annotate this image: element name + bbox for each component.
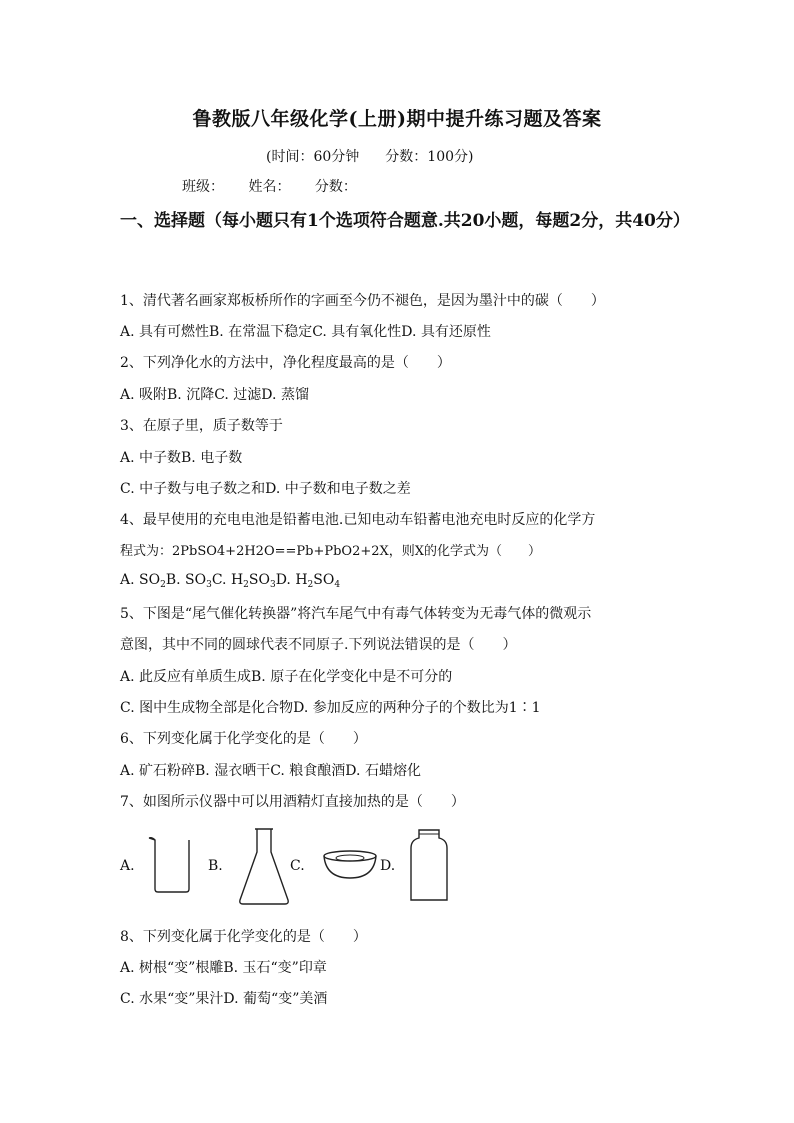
q7-stem: 7、如图所示仪器中可以用酒精灯直接加热的是（ ） — [120, 794, 465, 810]
class-label: 班级： — [182, 179, 224, 195]
name-label: 姓名： — [248, 179, 291, 195]
subscript: 2 — [243, 580, 249, 590]
q1-options: A. 具有可燃性B. 在常温下稳定C. 具有氧化性D. 具有还原性 — [120, 324, 491, 340]
subscript: 3 — [269, 580, 276, 590]
subscript: 4 — [334, 580, 341, 590]
subscript: 2 — [160, 580, 166, 590]
student-info — [182, 176, 377, 196]
q1-stem: 1、清代著名画家郑板桥所作的字画至今仍不褪色，是因为墨汁中的碳（ ） — [120, 293, 605, 309]
q5-options: A. 此反应有单质生成B. 原子在化学变化中是不可分的 — [120, 669, 453, 685]
q8-options: C. 水果“变”果汁D. 葡萄“变”美酒 — [120, 991, 328, 1007]
exam-subtitle — [266, 146, 473, 166]
q5-stem: 5、下图是“尾气催化转换器”将汽车尾气中有毒气体转变为无毒气体的微观示 — [120, 606, 592, 622]
section-heading: 一、选择题（每小题只有1个选项符合题意.共20小题，每题2分，共40分） — [120, 211, 690, 231]
q3-options: A. 中子数B. 电子数 — [120, 450, 243, 466]
evaporating-dish-icon — [322, 848, 378, 882]
option-c: C. H — [211, 572, 244, 588]
total-score: 分数：100分) — [385, 149, 474, 165]
q4-options — [120, 572, 340, 590]
q3-stem: 3、在原子里，质子数等于 — [120, 418, 283, 434]
q2-stem: 2、下列净化水的方法中，净化程度最高的是（ ） — [120, 355, 451, 371]
q3-options: C. 中子数与电子数之和D. 中子数和电子数之差 — [120, 481, 411, 497]
q4-stem: 程式为：2PbSO4+2H2O==Pb+PbO2+2X，则X的化学式为（ ） — [120, 544, 542, 559]
q7-apparatus-figures — [120, 826, 460, 906]
subscript: 3 — [206, 580, 212, 590]
q6-stem: 6、下列变化属于化学变化的是（ ） — [120, 731, 367, 747]
q8-options: A. 树根“变”根雕B. 玉石“变”印章 — [120, 960, 327, 976]
reagent-bottle-icon — [406, 826, 452, 906]
figure-label-b: B. — [208, 858, 223, 874]
option-a: A. SO — [120, 572, 161, 588]
q4-stem: 4、最早使用的充电电池是铅蓄电池.已知电动车铅蓄电池充电时反应的化学方 — [120, 512, 596, 528]
q6-options: A. 矿石粉碎B. 湿衣晒干C. 粮食酿酒D. 石蜡熔化 — [120, 763, 421, 779]
q8-stem: 8、下列变化属于化学变化的是（ ） — [120, 929, 367, 945]
figure-label-d: D. — [380, 858, 396, 874]
q2-options: A. 吸附B. 沉降C. 过滤D. 蒸馏 — [120, 387, 309, 403]
formula-part: SO — [248, 572, 270, 588]
option-b: B. SO — [165, 572, 207, 588]
time-limit: (时间：60分钟 — [266, 149, 360, 165]
page-title: 鲁教版八年级化学(上册)期中提升练习题及答案 — [192, 108, 602, 130]
figure-label-a: A. — [120, 858, 135, 874]
figure-label-c: C. — [290, 858, 305, 874]
conical-flask-icon — [236, 826, 292, 908]
score-label: 分数： — [314, 179, 357, 195]
formula-part: SO — [313, 572, 335, 588]
beaker-icon — [146, 834, 194, 896]
q5-stem: 意图，其中不同的圆球代表不同原子.下列说法错误的是（ ） — [120, 637, 517, 653]
q5-options: C. 图中生成物全部是化合物D. 参加反应的两种分子的个数比为1∶1 — [120, 700, 541, 716]
option-d: D. H — [275, 572, 308, 588]
subscript: 2 — [307, 580, 314, 590]
